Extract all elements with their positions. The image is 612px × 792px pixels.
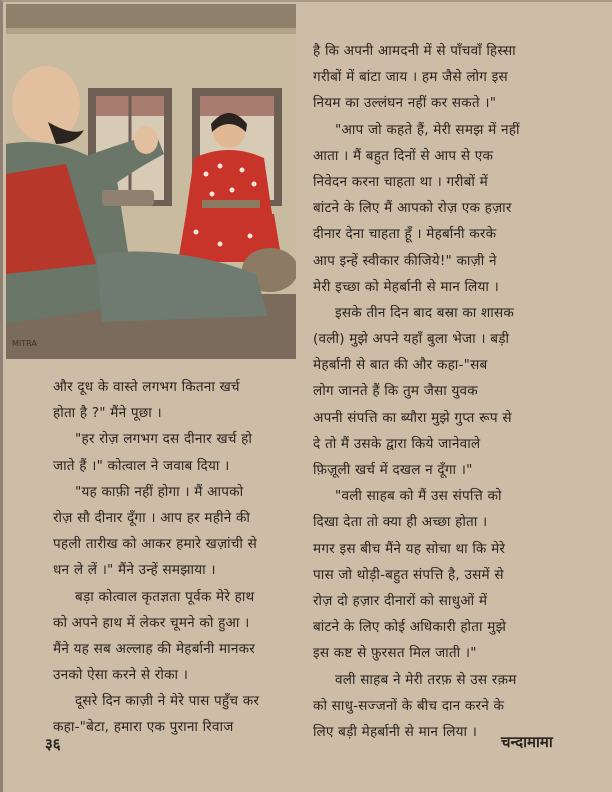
text-line: होता है ?" मैंने पूछा । [53,405,162,422]
left-text-column [53,374,308,741]
text-line: फ़िज़ूली खर्च में दखल न दूँगा ।" [313,462,473,478]
text-line: उनको ऐसा करने से रोका । [53,667,189,684]
text-line: निवेदन करना चाहता था । गरीबों में [313,173,488,190]
text-line: को साधु-सज्जनों के बीच दान करने के [313,697,505,714]
text-line: वली साहब ने मेरी तरफ़ से उस रक़म [335,671,517,688]
text-line: "यह काफ़ी नहीं होगा । मैं आपको [75,483,244,500]
text-line: बांटने के लिए कोई अधिकारी होता मुझे [313,619,507,636]
text-line: को अपने हाथ में लेकर चूमने को हुआ । [53,614,250,631]
text-line: दूसरे दिन काज़ी ने मेरे पास पहुँच कर [75,693,260,710]
text-line: इसके तीन दिन बाद बस्रा का शासक [335,304,514,321]
text-line: आता । मैं बहुत दिनों से आप से एक [313,147,494,164]
text-line: आप इन्हें स्वीकार कीजिये!" काज़ी ने [313,252,497,269]
illustration-svg [6,4,296,359]
text-line: दे तो मैं उसके द्वारा किये जानेवाले [313,435,481,452]
text-line: पहली तारीख को आकर हमारे खज़ांची से [53,536,258,553]
text-line: दिखा देता तो क्या ही अच्छा होता । [313,514,488,531]
text-line: मगर इस बीच मैंने यह सोचा था कि मेरे [313,540,506,557]
artist-signature: MITRA [12,339,37,348]
text-line: "वली साहब को मैं उस संपत्ति को [335,488,502,505]
text-line: गरीबों में बांटा जाय । हम जैसे लोग इस [313,69,508,86]
text-line: मेहर्बानी से बात की और कहा-"सब [313,357,488,374]
text-line: "हर रोज़ लगभग दस दीनार खर्च हो [75,431,253,448]
text-line: "आप जो कहते हैं, मेरी समझ में नहीं [335,121,520,138]
text-line: लोग जानते हैं कि तुम जैसा युवक [313,383,478,400]
text-line: लिए बड़ी मेहर्बानी से मान लिया । [313,723,478,740]
text-line: है कि अपनी आमदनी में से पाँचवाँ हिस्सा [313,43,516,59]
text-line: (वली) मुझे अपने यहाँ बुला भेजा । बड़ी [313,331,510,348]
text-line: कहा-"बेटा, हमारा एक पुराना रिवाज [53,719,234,736]
right-text-column [313,38,595,745]
text-line: मैंने यह सब अल्लाह की मेहर्बानी मानकर [53,640,255,657]
story-illustration [6,4,296,359]
text-line: बड़ा कोत्वाल कृतज्ञता पूर्वक मेरे हाथ [75,588,255,605]
text-line: रोज़ दो हज़ार दीनारों को साधुओं में [313,592,488,609]
text-line: नियम का उल्लंघन नहीं कर सकते ।" [313,95,497,112]
page-number: ३६ [45,735,61,753]
text-line: मेरी इच्छा को मेहर्बानी से मान लिया । [313,278,499,295]
text-line: बांटने के लिए मैं आपको रोज़ एक हज़ार [313,200,512,217]
text-line: दीनार देना चाहता हूँ । मेहर्बानी करके [313,226,497,243]
text-line: रोज़ सौ दीनार दूँगा । आप हर महीने की [53,509,251,526]
text-line: धन ले लें ।" मैंने उन्हें समझाया । [53,562,216,579]
magazine-title: चन्दामामा [501,733,553,751]
text-line: जाते हैं ।" कोत्वाल ने जवाब दिया । [53,457,230,474]
text-line: और दूध के वास्ते लगभग कितना खर्च [53,379,240,395]
text-line: इस कष्ट से फ़ुरसत मिल जाती ।" [313,645,477,662]
text-line: पास जो थोड़ी-बहुत संपत्ति है, उसमें से [313,566,504,583]
text-line: अपनी संपत्ति का ब्यौरा मुझे गुप्त रूप से [313,409,512,426]
